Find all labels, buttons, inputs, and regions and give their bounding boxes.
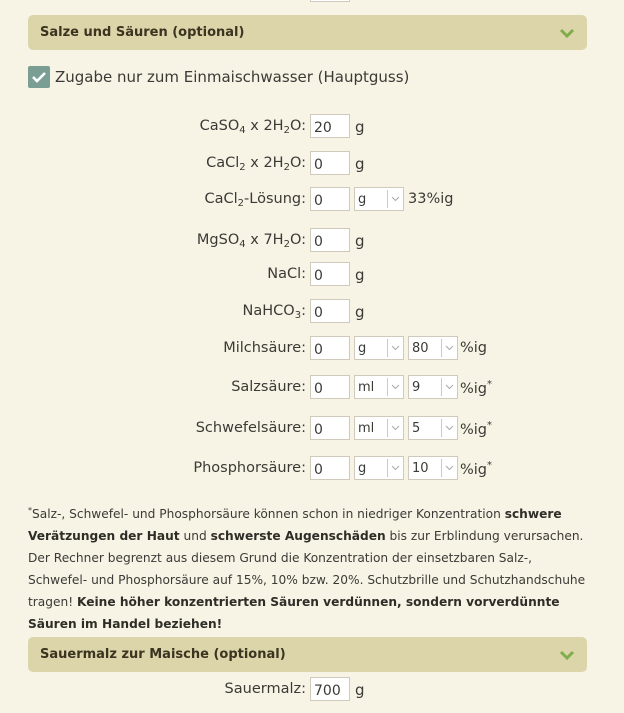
chevron-down-icon (391, 343, 400, 352)
section-title: Salze und Säuren (optional) (40, 25, 245, 40)
unit-label: g (355, 681, 365, 699)
unit-label: g (355, 155, 365, 173)
cacl2-input[interactable] (310, 151, 350, 175)
nahco3-input[interactable] (310, 299, 350, 323)
chevron-down-icon[interactable] (559, 27, 575, 39)
label-cacl2: CaCl$_2$ x $2H_2O$: (206, 155, 306, 173)
mash-water-only-checkbox-row[interactable] (28, 66, 409, 88)
unit-label: g (355, 266, 365, 284)
row-cacl2 (0, 151, 624, 177)
chevron-down-icon (445, 463, 454, 472)
concentration-select[interactable]: 80 (408, 336, 458, 360)
unit-select[interactable]: ml (354, 416, 404, 440)
label-sulfuric-acid: Schwefelsäure: (195, 420, 306, 436)
row-nahco3 (0, 299, 624, 325)
footnote-marker: * (487, 420, 493, 431)
chevron-down-icon (391, 423, 400, 432)
cacl2-solution-input[interactable] (310, 187, 350, 211)
unit-label: g (355, 232, 365, 250)
row-phosphoric-acid (0, 456, 624, 482)
label-lactic-acid: Milchsäure: (223, 340, 306, 356)
concentration-suffix: %ig (460, 340, 488, 356)
chevron-down-icon (445, 423, 454, 432)
footnote-marker: * (487, 379, 493, 390)
chevron-down-icon (391, 194, 400, 203)
sauermalz-section-header[interactable] (28, 637, 587, 672)
safety-note: *Salz-, Schwefel- und Phosphorsäure können schon in niedriger Konzentration schwere Verätzungen der Haut und schwerste Augenschäden bis zur Erblindung verursachen. Der Rechner begrenzt aus diesem Grund die Konzentration der einsetzbaren Salz-, Schwefel- und Phosphorsäure auf 15%, 10% bzw. 20%. Schutzbrille und Schutzhandschuhe tragen! Keine höher konzentrierten Säuren verdünnen, sondern vorverdünnte Säuren im Handel beziehen! (28, 506, 586, 631)
unit-select[interactable]: g (354, 456, 404, 480)
salts-acids-section-header[interactable] (28, 15, 587, 50)
concentration-label: 33%ig (408, 191, 454, 207)
row-cacl2-solution (0, 187, 624, 213)
row-sauermalz (0, 677, 624, 703)
checkbox[interactable] (28, 66, 50, 88)
row-caso4 (0, 114, 624, 140)
hydrochloric-acid-input[interactable] (310, 375, 350, 399)
checkbox-label: Zugabe nur zum Einmaischwasser (Hauptguss) (55, 68, 410, 86)
concentration-select[interactable]: 9 (408, 375, 458, 399)
row-mgso4 (0, 228, 624, 254)
concentration-suffix: %ig* (460, 460, 493, 478)
row-hydrochloric-acid (0, 375, 624, 401)
label-mgso4: MgSO$_4$ x $7H_2O$: (196, 232, 306, 250)
label-sauermalz: Sauermalz: (224, 681, 306, 697)
unit-select[interactable]: g (354, 336, 404, 360)
chevron-down-icon (391, 382, 400, 391)
row-sulfuric-acid (0, 416, 624, 442)
sauermalz-input[interactable] (310, 677, 350, 701)
row-nacl (0, 262, 624, 288)
label-hydrochloric-acid: Salzsäure: (231, 379, 306, 395)
concentration-select[interactable]: 10 (408, 456, 458, 480)
caso4-input[interactable] (310, 114, 350, 138)
unit-label: g (355, 303, 365, 321)
footnote-marker: * (487, 460, 493, 471)
unit-select[interactable]: g (354, 187, 404, 211)
unit-label: g (355, 118, 365, 136)
section-title: Sauermalz zur Maische (optional) (40, 647, 286, 662)
mgso4-input[interactable] (310, 228, 350, 252)
concentration-suffix: %ig* (460, 379, 493, 397)
label-nacl: NaCl: (267, 266, 306, 282)
sulfuric-acid-input[interactable] (310, 416, 350, 440)
nacl-input[interactable] (310, 262, 350, 286)
chevron-down-icon[interactable] (559, 649, 575, 661)
label-nahco3: NaHCO$_3$: (242, 303, 306, 321)
chevron-down-icon (391, 463, 400, 472)
label-caso4: CaSO$_4$ x $2H_2O$: (199, 118, 306, 136)
row-lactic-acid (0, 336, 624, 362)
label-phosphoric-acid: Phosphorsäure: (193, 460, 306, 476)
label-cacl2-solution: CaCl$_2$-Lösung: (204, 191, 306, 209)
lactic-acid-input[interactable] (310, 336, 350, 360)
chevron-down-icon (445, 343, 454, 352)
chevron-down-icon (445, 382, 454, 391)
previous-input-field[interactable] (310, 0, 350, 2)
checkmark-icon (31, 70, 47, 84)
unit-select[interactable]: ml (354, 375, 404, 399)
phosphoric-acid-input[interactable] (310, 456, 350, 480)
concentration-suffix: %ig* (460, 420, 493, 438)
concentration-select[interactable]: 5 (408, 416, 458, 440)
